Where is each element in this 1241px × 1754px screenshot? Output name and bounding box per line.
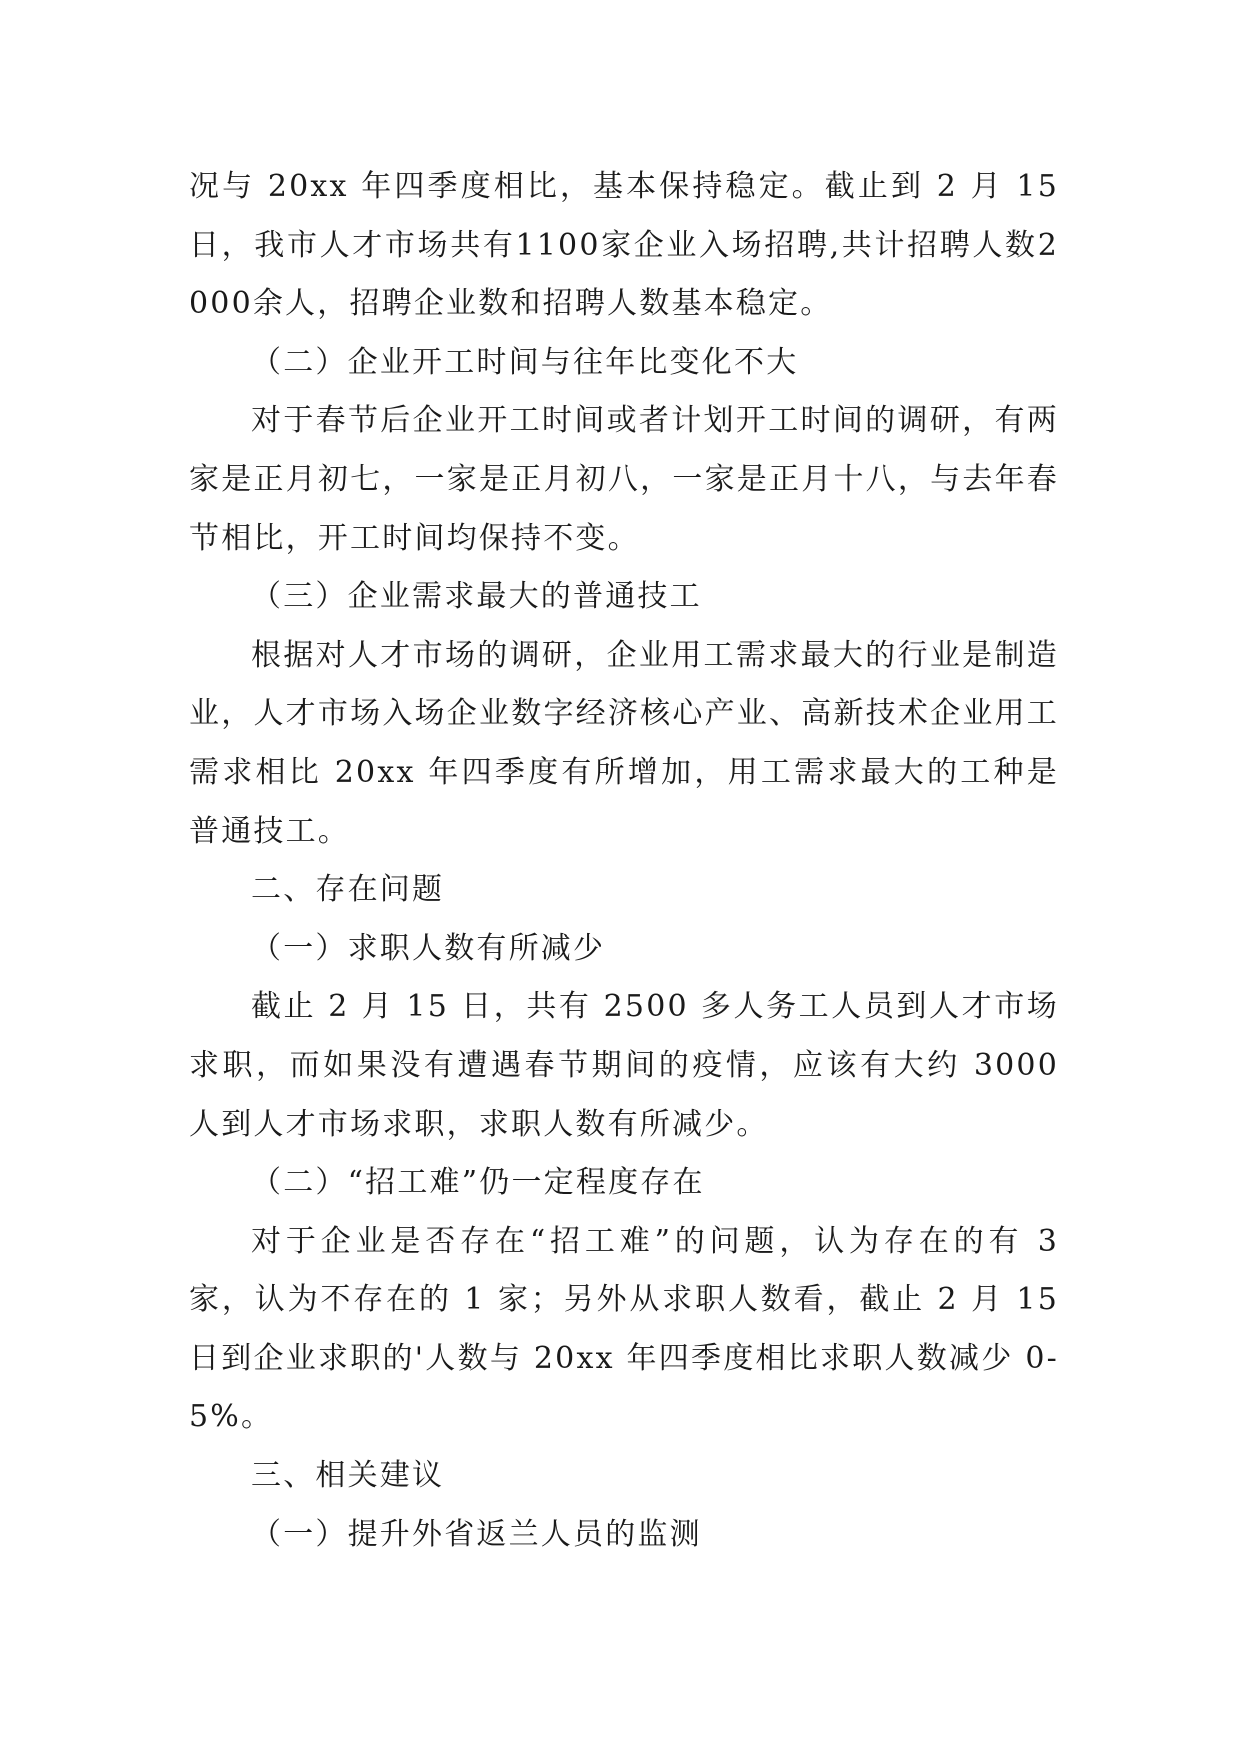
heading-related-suggestions: 三、相关建议: [251, 1458, 445, 1494]
paragraph-recruitment-difficulty: 对于企业是否存在“招工难”的问题，认为存在的有 3 家，认为不存在的 1 家；另外从求职人数看，截止 2 月 15 日到企业求职的'人数与 20xx 年四季度相比求职人数减少 0-5%。: [189, 1223, 1059, 1435]
subheading-skilled-workers: （三）企业需求最大的普通技工: [251, 579, 702, 615]
subheading-monitoring-returnees: （一）提升外省返兰人员的监测: [251, 1516, 702, 1552]
paragraph-work-start-time: 对于春节后企业开工时间或者计划开工时间的调研，有两家是正月初七，一家是正月初八，一家是正月十八，与去年春节相比，开工时间均保持不变。: [189, 403, 1059, 556]
paragraph-continued: 况与 20xx 年四季度相比，基本保持稳定。截止到 2 月 15 日，我市人才市场共有1100家企业入场招聘,共计招聘人数2000余人，招聘企业数和招聘人数基本稳定。: [189, 169, 1059, 322]
paragraph-skilled-workers: 根据对人才市场的调研，企业用工需求最大的行业是制造业，人才市场入场企业数字经济核心产业、高新技术企业用工需求相比 20xx 年四季度有所增加，用工需求最大的工种是普通技工。: [189, 637, 1059, 849]
subheading-job-seekers-decrease: （一）求职人数有所减少: [251, 930, 606, 966]
paragraph-job-seekers-decrease: 截止 2 月 15 日，共有 2500 多人务工人员到人才市场求职，而如果没有遭遇春节期间的疫情，应该有大约 3000 人到人才市场求职，求职人数有所减少。: [189, 989, 1059, 1142]
subheading-recruitment-difficulty: （二）“招工难”仍一定程度存在: [251, 1165, 705, 1201]
subheading-work-start-time: （二）企业开工时间与往年比变化不大: [251, 344, 799, 380]
heading-existing-problems: 二、存在问题: [251, 872, 445, 908]
document-body: [189, 158, 1059, 1564]
